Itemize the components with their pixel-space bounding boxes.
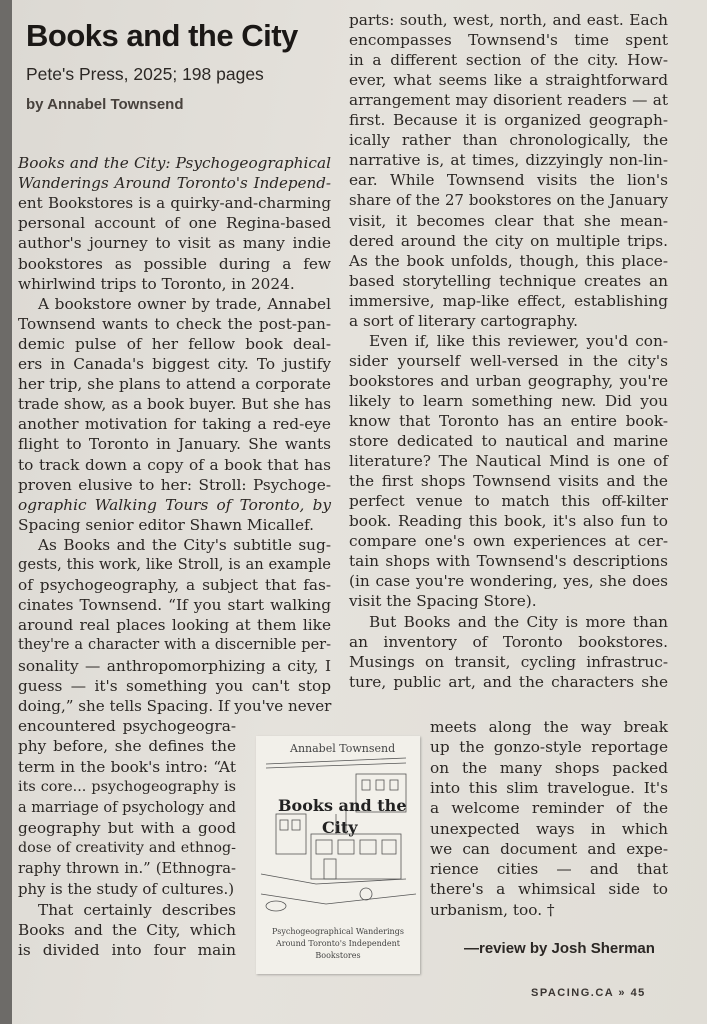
text-line: ent Bookstores is a quirky-and-charming [18, 194, 331, 213]
text-line: gests, this work, like Stroll, is an example [18, 556, 331, 573]
text-line: know that Toronto has an entire book- [349, 412, 668, 430]
text-line: we can document and expe- [430, 839, 668, 858]
text-line: store dedicated to nautical and marine [349, 432, 668, 451]
text-line: likely to learn something new. Did you [349, 391, 668, 410]
text-line: A bookstore owner by trade, Annabel [38, 294, 331, 313]
text-line: dose of creativity and ethnog- [18, 840, 236, 857]
cover-illustration [256, 754, 420, 924]
text-line: raphy thrown in.” (Ethnogra- [18, 859, 236, 877]
text-line: based storytelling technique creates an [349, 271, 668, 290]
text-line: visit, it becomes clear that she mean- [349, 211, 668, 230]
text-line: immersive, map-like effect, establishing [349, 291, 668, 310]
text-line: is divided into four main [18, 941, 236, 960]
text-line: an inventory of Toronto bookstores. [349, 632, 668, 651]
text-line: rience cities — and that [430, 860, 668, 879]
text-line: ear. While Townsend visits the lion's [349, 171, 668, 190]
text-line: sonality — anthropomorphizing a city, I [18, 656, 331, 675]
text-line: into this slim travelogue. It's [430, 778, 668, 797]
publication-info: Pete's Press, 2025; 198 pages [26, 64, 264, 84]
text-line: around real places looking at them like [18, 616, 331, 635]
text-line: sider yourself well-versed in the city's [349, 351, 668, 370]
text-line: Spacing senior editor Shawn Micallef. [18, 515, 314, 534]
text-line: a sort of literary cartography. [349, 311, 579, 330]
text-line: another motivation for taking a red-eye [18, 415, 331, 434]
text-line: literature? The Nautical Mind is one of [349, 452, 668, 471]
text-line: term in the book's intro: “At [18, 757, 236, 776]
text-line: Musings on transit, cycling infrastruc- [349, 652, 668, 671]
review-credit: —review by Josh Sherman [464, 940, 655, 957]
text-line: ture, public art, and the characters she [349, 672, 668, 691]
text-line: ers in Canada's biggest city. To justify [18, 355, 331, 373]
text-line: share of the 27 bookstores on the January [349, 191, 668, 210]
text-line: there's a whimsical side to [430, 880, 668, 899]
text-line: ographic Walking Tours of Toronto, by [18, 495, 331, 514]
book-cover-image [256, 736, 420, 974]
text-line: That certainly describes [38, 900, 236, 919]
text-line: on the many shops packed [430, 758, 668, 777]
text-line: tain shops with Townsend's descriptions [349, 552, 668, 571]
text-line: bookstores as possible during a few [18, 254, 331, 273]
text-line: perfect venue to match this off-kilter [349, 492, 668, 511]
text-line: meets along the way break [430, 718, 668, 736]
text-line: Wanderings Around Toronto's Independ- [18, 174, 331, 193]
cover-title: Books and the [278, 796, 407, 815]
text-line: whirlwind trips to Toronto, in 2024. [18, 274, 295, 293]
text-line: trade show, as a book buyer. But she has [18, 395, 331, 414]
text-line: unexpected ways in which [430, 819, 668, 838]
magazine-page [12, 0, 707, 1024]
text-line: (in case you're wondering, yes, she does [349, 572, 668, 591]
text-line: Even if, like this reviewer, you'd con- [369, 331, 668, 350]
review-title: Books and the City [26, 18, 298, 53]
cover-subtitle: Psychogeographical Wanderings Around Toronto's Independent Bookstores [272, 927, 404, 960]
text-line: Books and the City, which [18, 921, 236, 939]
text-line: bookstores and urban geography, you're [349, 371, 668, 390]
text-line: urbanism, too. † [430, 900, 555, 919]
byline: by Annabel Townsend [26, 96, 184, 113]
cover-author: Annabel Townsend [290, 742, 396, 755]
text-line: personal account of one Regina-based [18, 214, 331, 233]
text-line: book. Reading this book, it's also fun to [349, 512, 668, 531]
text-line: of psychogeography, a subject that fas- [18, 576, 331, 595]
text-line: her trip, she plans to attend a corporate [18, 375, 331, 394]
text-line: As Books and the City's subtitle sug- [38, 535, 331, 554]
text-line: compare one's own experiences at cer- [349, 532, 668, 551]
text-line: proven elusive to her: Stroll: Psychoge- [18, 475, 331, 494]
text-line: a welcome reminder of the [430, 799, 668, 818]
text-line: encountered psychogeogra- [18, 717, 236, 735]
text-line: As the book unfolds, though, this place- [349, 251, 668, 270]
text-line: first. Because it is organized geograph- [349, 111, 668, 130]
text-line: they're a character with a discernible per- [18, 637, 331, 654]
cover-title-line2: City [322, 818, 358, 837]
text-line: narrative is, at times, dizzyingly non-lin- [349, 151, 668, 170]
text-line: ically rather than chronologically, the [349, 131, 668, 150]
text-line: ever, what seems like a straightforward [349, 71, 668, 90]
text-line: flight to Toronto in January. She wants [18, 435, 331, 454]
text-line: its core... psychogeography is [18, 779, 236, 796]
text-line: arrangement may disorient readers — at [349, 91, 668, 110]
text-line: parts: south, west, north, and east. Each [349, 11, 668, 29]
text-line: up the gonzo-style reportage [430, 738, 668, 757]
text-line: phy before, she defines the [18, 737, 236, 756]
text-line: cinates Townsend. “If you start walking [18, 596, 331, 615]
text-line: author's journey to visit as many indie [18, 234, 331, 253]
text-line: geography but with a good [18, 819, 236, 837]
text-line: dered around the city on multiple trips. [349, 231, 668, 250]
text-line: in a different section of the city. How- [349, 51, 668, 70]
text-line: encompasses Townsend's time spent [349, 31, 668, 50]
text-line: demic pulse of her fellow book deal- [18, 334, 331, 353]
text-line: Books and the City: Psychogeographical [18, 154, 331, 172]
page-footer: SPACING.CA » 45 [531, 987, 646, 999]
text-line: to track down a copy of a book that has [18, 455, 331, 474]
text-line: visit the Spacing Store). [349, 592, 537, 611]
text-line: doing,” she tells Spacing. If you've never [18, 696, 332, 715]
text-line: guess — it's something you can't stop [18, 676, 331, 695]
text-line: the first shops Townsend visits and the [349, 472, 668, 491]
text-line: a marriage of psychology and [18, 799, 236, 816]
text-line: Townsend wants to check the post-pan- [18, 314, 331, 333]
text-line: phy is the study of cultures.) [18, 880, 235, 899]
text-line: But Books and the City is more than [369, 612, 668, 631]
